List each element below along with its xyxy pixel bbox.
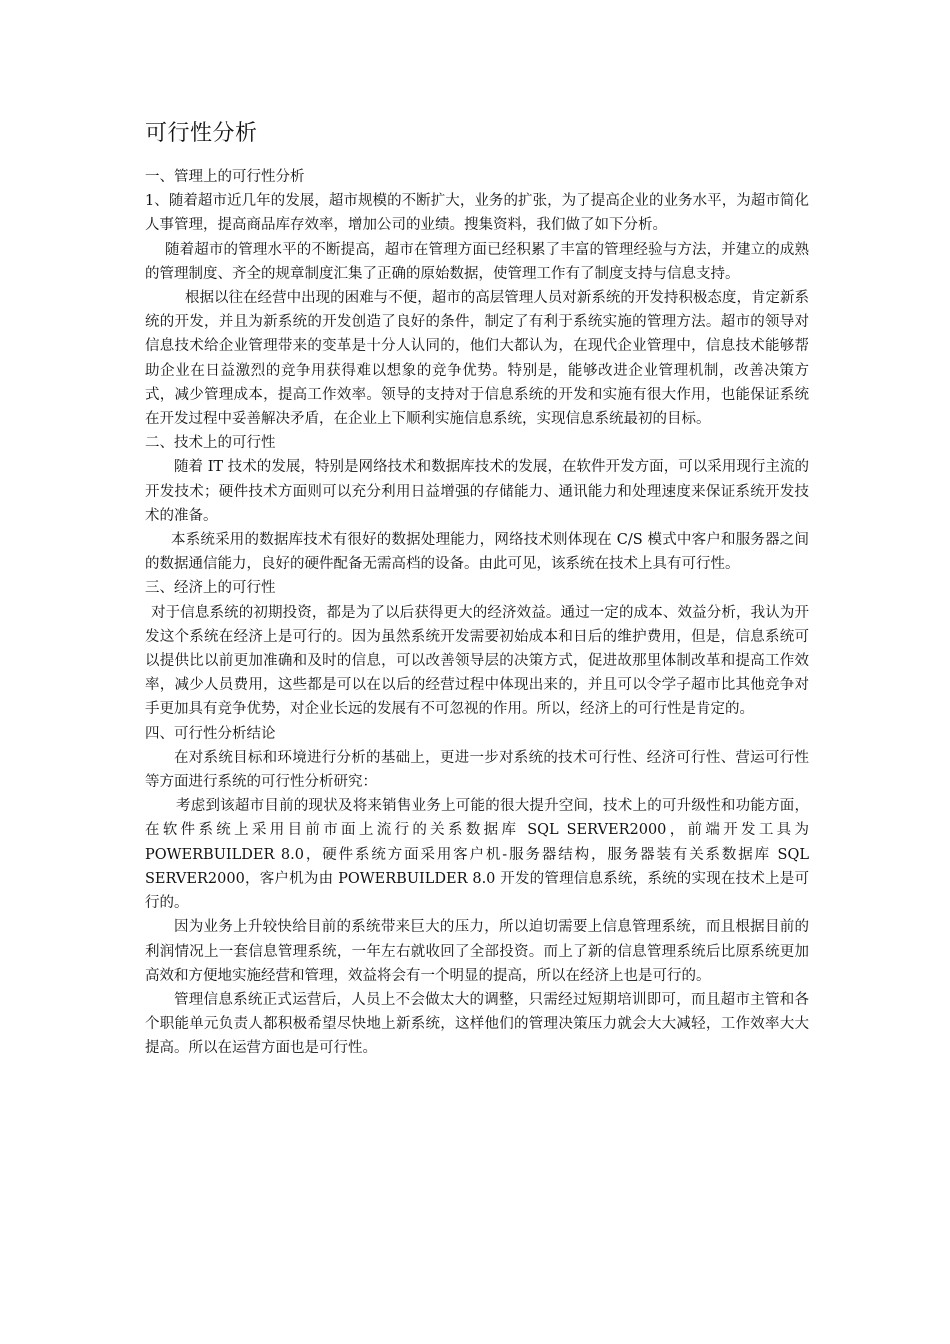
paragraph-technical-database: 本系统采用的数据库技术有很好的数据处理能力，网络技术则体现在 C/S 模式中客户和服务器之间的数据通信能力，良好的硬件配备无需高档的设备。由此可见，该系统在技术上具有可行性。 — [145, 532, 809, 573]
paragraph-management-leadership: 根据以往在经营中出现的困难与不便，超市的高层管理人员对新系统的开发持积极态度，肯定新系统的开发，并且为新系统的开发创造了良好的条件，制定了有利于系统实施的管理方法。超市的领导对信息技术给企业管理带来的变革是十分人认同的，他们大都认为，在现代企业管理中，信息技术能够帮助企业在日益激烈的竞争用获得难以想象的竞争优势。特别是，能够改进企业管理机制，改善决策方式，减少管理成本，提高工作效率。领导的支持对于信息系统的开发和实施有很大作用，也能保证系统在开发过程中妥善解决矛盾，在企业上下顺利实施信息系统，实现信息系统最初的目标。 — [145, 290, 809, 428]
page-title: 可行性分析 — [145, 121, 258, 146]
paragraph-technical-development: 随着 IT 技术的发展，特别是网络技术和数据库技术的发展，在软件开发方面，可以采用现行主流的开发技术；硬件技术方面则可以充分利用日益增强的存储能力、通讯能力和处理速度来保证系统开发技术的准备。 — [145, 459, 809, 524]
paragraph-conclusion-operational: 管理信息系统正式运营后，人员上不会做太大的调整，只需经过短期培训即可，而且超市主管和各个职能单元负责人都积极希望尽快地上新系统，这样他们的管理决策压力就会大大减轻，工作效率大大提高。所以在运营方面也是可行性。 — [145, 991, 809, 1057]
paragraph-management-experience: 随着超市的管理水平的不断提高，超市在管理方面已经积累了丰富的管理经验与方法，并建立的成熟的管理制度、齐全的规章制度汇集了正确的原始数据，使管理工作有了制度支持与信息支持。 — [145, 241, 809, 282]
paragraph-conclusion-technical: 考虑到该超市目前的现状及将来销售业务上可能的很大提升空间，技术上的可升级性和功能方面，在软件系统上采用目前市面上流行的关系数据库 SQL SERVER2000，前端开发工具为POWERBUILDER 8.0，硬件系统方面采用客户机-服务器结构，服务器装有关系数据库 SQL SERVER2000，客户机为由 POWERBUILDER 8.0 开发的管理信息系统，系统的实现在技术上是可行的。 — [145, 798, 809, 912]
section-heading-conclusion: 四、可行性分析结论 — [145, 725, 276, 742]
section-heading-management: 一、管理上的可行性分析 — [145, 169, 305, 185]
section-heading-economic: 三、经济上的可行性 — [145, 580, 276, 597]
paragraph-conclusion-economic: 因为业务上升较快给目前的系统带来巨大的压力，所以迫切需要上信息管理系统，而且根据目前的利润情况上一套信息管理系统，一年左右就收回了全部投资。而上了新的信息管理系统后比原系统更加高效和方便地实施经营和管理，效益将会有一个明显的提高，所以在经济上也是可行的。 — [145, 919, 809, 984]
section-heading-technical: 二、技术上的可行性 — [145, 435, 276, 452]
document-body — [145, 165, 809, 1061]
paragraph-conclusion-intro: 在对系统目标和环境进行分析的基础上，更进一步对系统的技术可行性、经济可行性、营运可行性等方面进行系统的可行性分析研究： — [145, 749, 809, 791]
paragraph-economic-analysis: 对于信息系统的初期投资，都是为了以后获得更大的经济效益。通过一定的成本、效益分析，我认为开发这个系统在经济上是可行的。因为虽然系统开发需要初始成本和日后的维护费用，但是，信息系统可以提供比以前更加准确和及时的信息，可以改善领导层的决策方式，促进故那里体制改革和提高工作效率，减少人员费用，这些都是可以在以后的经营过程中体现出来的，并且可以令学子超市比其他竞争对手更加具有竞争优势，对企业长远的发展有不可忽视的作用。所以，经济上的可行性是肯定的。 — [145, 604, 809, 718]
paragraph-management-intro: 1、随着超市近几年的发展，超市规模的不断扩大，业务的扩张，为了提高企业的业务水平，为超市简化人事管理，提高商品库存效率，增加公司的业绩。搜集资料，我们做了如下分析。 — [145, 193, 809, 234]
